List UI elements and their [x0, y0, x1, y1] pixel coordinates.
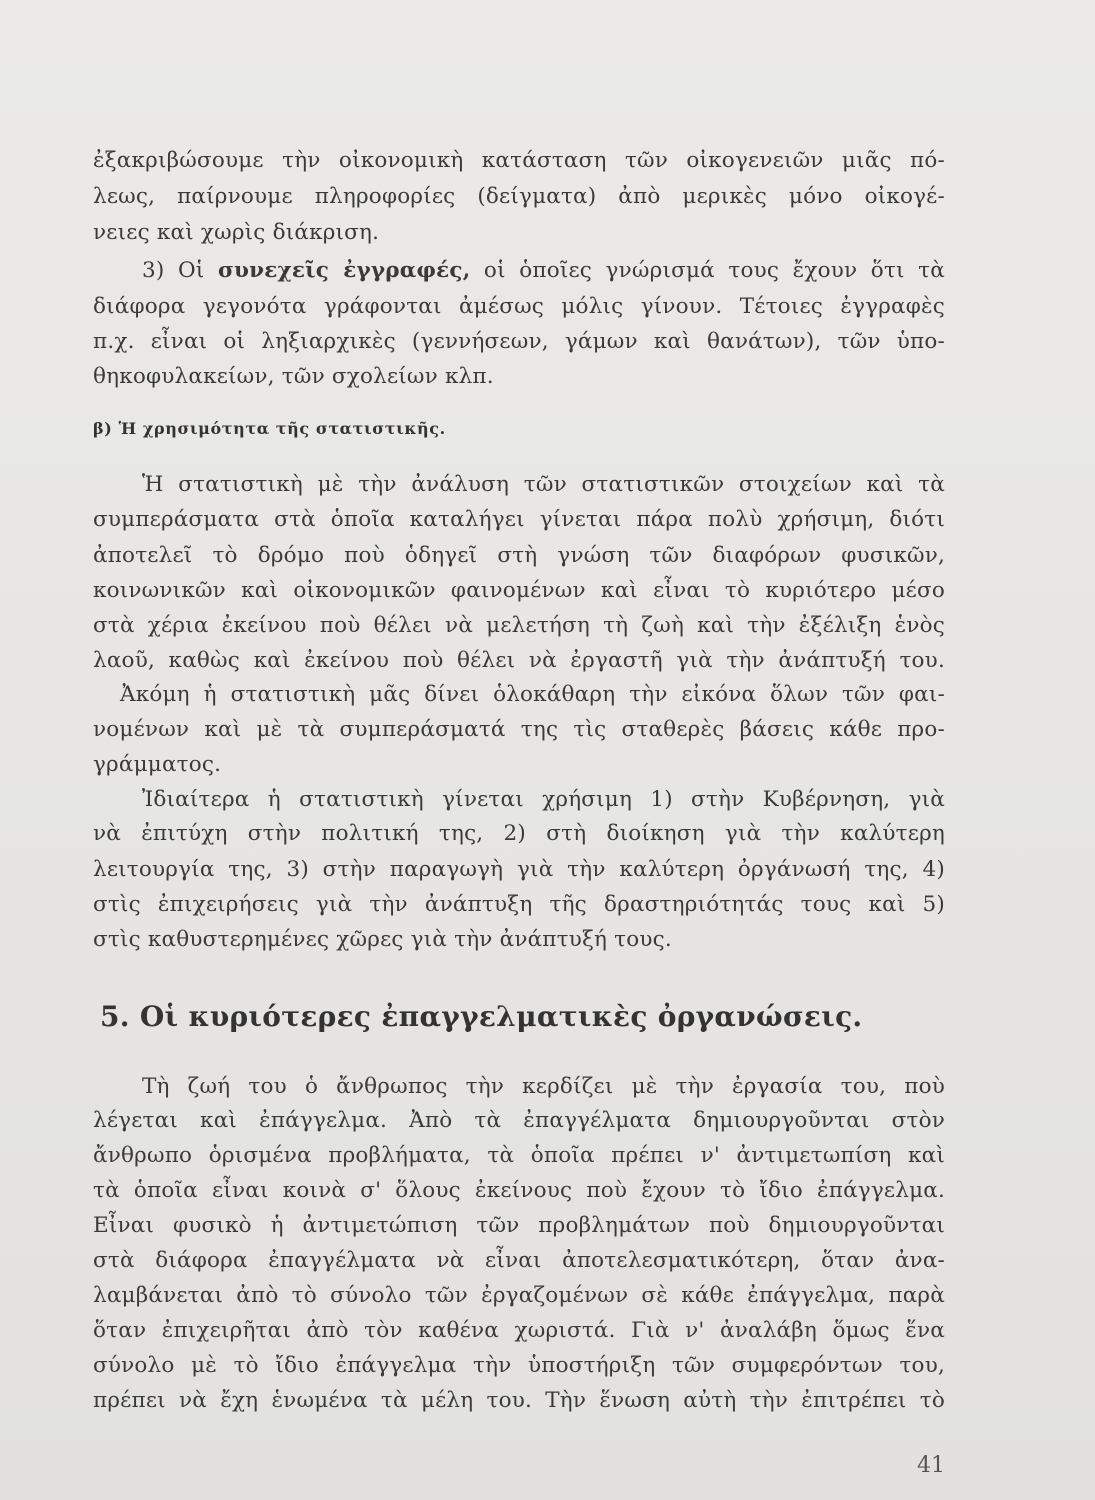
text-line: τὰ ὁποῖα εἶναι κοινὰ σ' ὅλους ἐκείνους ποὺ ἔχουν τὸ ἴδιο ἐπάγγελμα. — [93, 1178, 945, 1203]
text-line: συμπεράσματα στὰ ὁποῖα καταλήγει γίνεται πάρα πολὺ χρήσιμη, διότι — [93, 507, 945, 532]
text-line: Τὴ ζωή του ὁ ἄνθρωπος τὴν κερδίζει μὲ τὴν ἐργασία του, ποὺ — [142, 1074, 945, 1099]
text-line: νομένων καὶ μὲ τὰ συμπεράσματά της τὶς σταθερὲς βάσεις κάθε προ- — [93, 717, 945, 742]
text-line: στὶς ἐπιχειρήσεις γιὰ τὴν ἀνάπτυξη τῆς δραστηριότητάς τους καὶ 5) — [93, 892, 945, 917]
section-title: 5. Οἱ κυριότερες ἐπαγγελματικὲς ὀργανώσεις. — [100, 1000, 863, 1033]
text-line: γράμματος. — [93, 752, 222, 777]
text-line: στὶς καθυστερημένες χῶρες γιὰ τὴν ἀνάπτυξή τους. — [93, 927, 672, 952]
text-line: ὅταν ἐπιχειρῆται ἀπὸ τὸν καθένα χωριστά. Γιὰ ν' ἀναλάβη ὅμως ἕνα — [93, 1318, 945, 1343]
text-line: νὰ ἐπιτύχη στὴν πολιτική της, 2) στὴ διοίκηση γιὰ τὴν καλύτερη — [93, 821, 945, 846]
item3-rest: οἱ ὁποῖες γνώρισμά τους ἔχουν ὅτι τὰ — [470, 258, 945, 283]
text-line: στὰ διάφορα ἐπαγγέλματα νὰ εἶναι ἀποτελεσματικότερη, ὅταν ἀνα- — [93, 1248, 945, 1273]
text-line: λαοῦ, καθὼς καὶ ἐκείνου ποὺ θέλει νὰ ἐργαστῆ γιὰ τὴν ἀνάπτυξή του. — [93, 648, 945, 673]
subheading: β) Ἡ χρησιμότητα τῆς στατιστικῆς. — [93, 419, 446, 438]
text-line: π.χ. εἶναι οἱ ληξιαρχικὲς (γεννήσεων, γάμων καὶ θανάτων), τῶν ὑπο- — [93, 329, 945, 354]
text-line: ἀποτελεῖ τὸ δρόμο ποὺ ὁδηγεῖ στὴ γνώση τῶν διαφόρων φυσικῶν, — [93, 543, 945, 568]
text-line: λειτουργία της, 3) στὴν παραγωγὴ γιὰ τὴν καλύτερη ὀργάνωσή της, 4) — [93, 857, 945, 882]
text-line: Εἶναι φυσικὸ ἡ ἀντιμετώπιση τῶν προβλημάτων ποὺ δημιουργοῦνται — [93, 1213, 945, 1238]
text-line: πρέπει νὰ ἔχη ἑνωμένα τὰ μέλη του. Τὴν ἕνωση αὐτὴ τὴν ἐπιτρέπει τὸ — [93, 1388, 945, 1413]
text-line: ἐξακριβώσουμε τὴν οἰκονομικὴ κατάσταση τῶν οἰκογενειῶν μιᾶς πό- — [93, 148, 945, 173]
text-line: κοινωνικῶν καὶ οἰκονομικῶν φαινομένων καὶ εἶναι τὸ κυριότερο μέσο — [93, 578, 945, 603]
text-line: Ἰδιαίτερα ἡ στατιστικὴ γίνεται χρήσιμη 1) στὴν Κυβέρνηση, γιὰ — [142, 787, 945, 812]
text-line: νειες καὶ χωρὶς διάκριση. — [93, 220, 380, 245]
text-line: στὰ χέρια ἐκείνου ποὺ θέλει νὰ μελετήση τὴ ζωὴ καὶ τὴν ἐξέλιξη ἑνὸς — [93, 613, 945, 638]
item3-bold-term: συνεχεῖς ἐγγραφές, — [217, 258, 471, 283]
text-line: σύνολο μὲ τὸ ἴδιο ἐπάγγελμα τὴν ὑποστήριξη τῶν συμφερόντων του, — [93, 1353, 945, 1378]
item3-line — [142, 256, 945, 286]
text-line: λεως, παίρνουμε πληροφορίες (δείγματα) ἀπὸ μερικὲς μόνο οἰκογέ- — [93, 184, 945, 209]
text-line: Ἡ στατιστικὴ μὲ τὴν ἀνάλυση τῶν στατιστικῶν στοιχείων καὶ τὰ — [142, 472, 945, 497]
text-line: λέγεται καὶ ἐπάγγελμα. Ἀπὸ τὰ ἐπαγγέλματα δημιουργοῦνται στὸν — [93, 1108, 945, 1133]
item3-prefix: 3) Οἱ — [142, 258, 218, 283]
text-line: Ἀκόμη ἡ στατιστικὴ μᾶς δίνει ὁλοκάθαρη τὴν εἰκόνα ὅλων τῶν φαι- — [120, 682, 945, 707]
text-line: ἄνθρωπο ὁρισμένα προβλήματα, τὰ ὁποῖα πρέπει ν' ἀντιμετωπίση καὶ — [93, 1143, 945, 1168]
text-line: θηκοφυλακείων, τῶν σχολείων κλπ. — [93, 364, 494, 389]
page-number: 41 — [917, 1453, 945, 1478]
text-line: λαμβάνεται ἀπὸ τὸ σύνολο τῶν ἐργαζομένων σὲ κάθε ἐπάγγελμα, παρὰ — [93, 1283, 945, 1308]
text-line: διάφορα γεγονότα γράφονται ἀμέσως μόλις γίνουν. Τέτοιες ἐγγραφὲς — [93, 294, 945, 319]
